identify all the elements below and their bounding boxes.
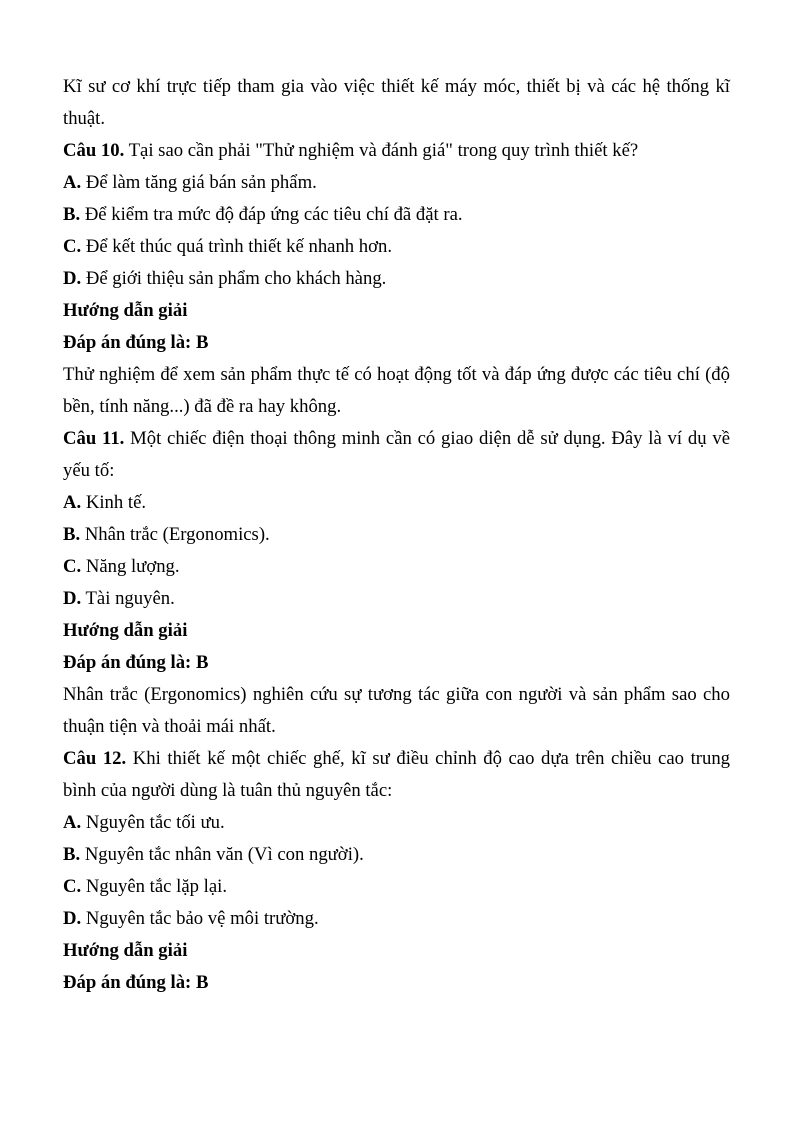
option-text: Tài nguyên. [85, 588, 175, 609]
option-text: Nguyên tắc nhân văn (Vì con người). [84, 844, 364, 865]
option-text: Nguyên tắc bảo vệ môi trường. [85, 908, 319, 929]
option-label: C. [63, 236, 82, 257]
question-number: Câu 10. [63, 140, 125, 161]
option-text: Để kiểm tra mức độ đáp ứng các tiêu chí đã đặt ra. [84, 204, 463, 225]
option-d [63, 903, 730, 935]
option-a [63, 487, 730, 519]
solution-guide-heading: Hướng dẫn giải [63, 300, 188, 321]
question-body: Một chiếc điện thoại thông minh cần có giao diện dễ sử dụng. Đây là ví dụ về yếu tố: [63, 428, 730, 481]
intro-paragraph: Kĩ sư cơ khí trực tiếp tham gia vào việc thiết kế máy móc, thiết bị và các hệ thống kĩ thuật. [63, 76, 730, 129]
option-b [63, 519, 730, 551]
option-text: Để làm tăng giá bán sản phẩm. [85, 172, 317, 193]
correct-answer-line: Đáp án đúng là: B [63, 652, 209, 673]
option-c [63, 871, 730, 903]
option-text: Để giới thiệu sản phẩm cho khách hàng. [85, 268, 387, 289]
option-b [63, 199, 730, 231]
question-block-11 [63, 423, 730, 743]
option-label: D. [63, 268, 82, 289]
explanation-paragraph: Nhân trắc (Ergonomics) nghiên cứu sự tương tác giữa con người và sản phẩm sao cho thuận tiện và thoải mái nhất. [63, 684, 730, 737]
option-label: D. [63, 908, 82, 929]
option-label: C. [63, 876, 82, 897]
question-text [63, 423, 730, 487]
option-a [63, 807, 730, 839]
option-label: A. [63, 812, 82, 833]
question-text [63, 135, 730, 167]
option-text: Kinh tế. [85, 492, 147, 513]
option-label: B. [63, 844, 81, 865]
option-c [63, 231, 730, 263]
option-label: A. [63, 492, 82, 513]
option-b [63, 839, 730, 871]
correct-answer-line: Đáp án đúng là: B [63, 332, 209, 353]
option-label: A. [63, 172, 82, 193]
option-label: B. [63, 204, 81, 225]
option-a [63, 167, 730, 199]
option-d [63, 263, 730, 295]
option-text: Nguyên tắc lặp lại. [85, 876, 227, 897]
option-c [63, 551, 730, 583]
question-text [63, 743, 730, 807]
option-text: Nhân trắc (Ergonomics). [84, 524, 270, 545]
correct-answer-line: Đáp án đúng là: B [63, 972, 209, 993]
question-block-10 [63, 135, 730, 423]
option-label: D. [63, 588, 82, 609]
solution-guide-heading: Hướng dẫn giải [63, 620, 188, 641]
option-d [63, 583, 730, 615]
question-number: Câu 11. [63, 428, 125, 449]
option-text: Nguyên tắc tối ưu. [85, 812, 225, 833]
question-body: Tại sao cần phải "Thử nghiệm và đánh giá" trong quy trình thiết kế? [128, 140, 639, 161]
option-text: Năng lượng. [85, 556, 180, 577]
explanation-paragraph: Thử nghiệm để xem sản phẩm thực tế có hoạt động tốt và đáp ứng được các tiêu chí (độ bền, tính năng...) đã đề ra hay không. [63, 364, 730, 417]
option-label: C. [63, 556, 82, 577]
solution-guide-heading: Hướng dẫn giải [63, 940, 188, 961]
option-text: Để kết thúc quá trình thiết kế nhanh hơn. [85, 236, 393, 257]
option-label: B. [63, 524, 81, 545]
question-block-12 [63, 743, 730, 999]
question-body: Khi thiết kế một chiếc ghế, kĩ sư điều chỉnh độ cao dựa trên chiều cao trung bình của người dùng là tuân thủ nguyên tắc: [63, 748, 731, 801]
question-number: Câu 12. [63, 748, 127, 769]
